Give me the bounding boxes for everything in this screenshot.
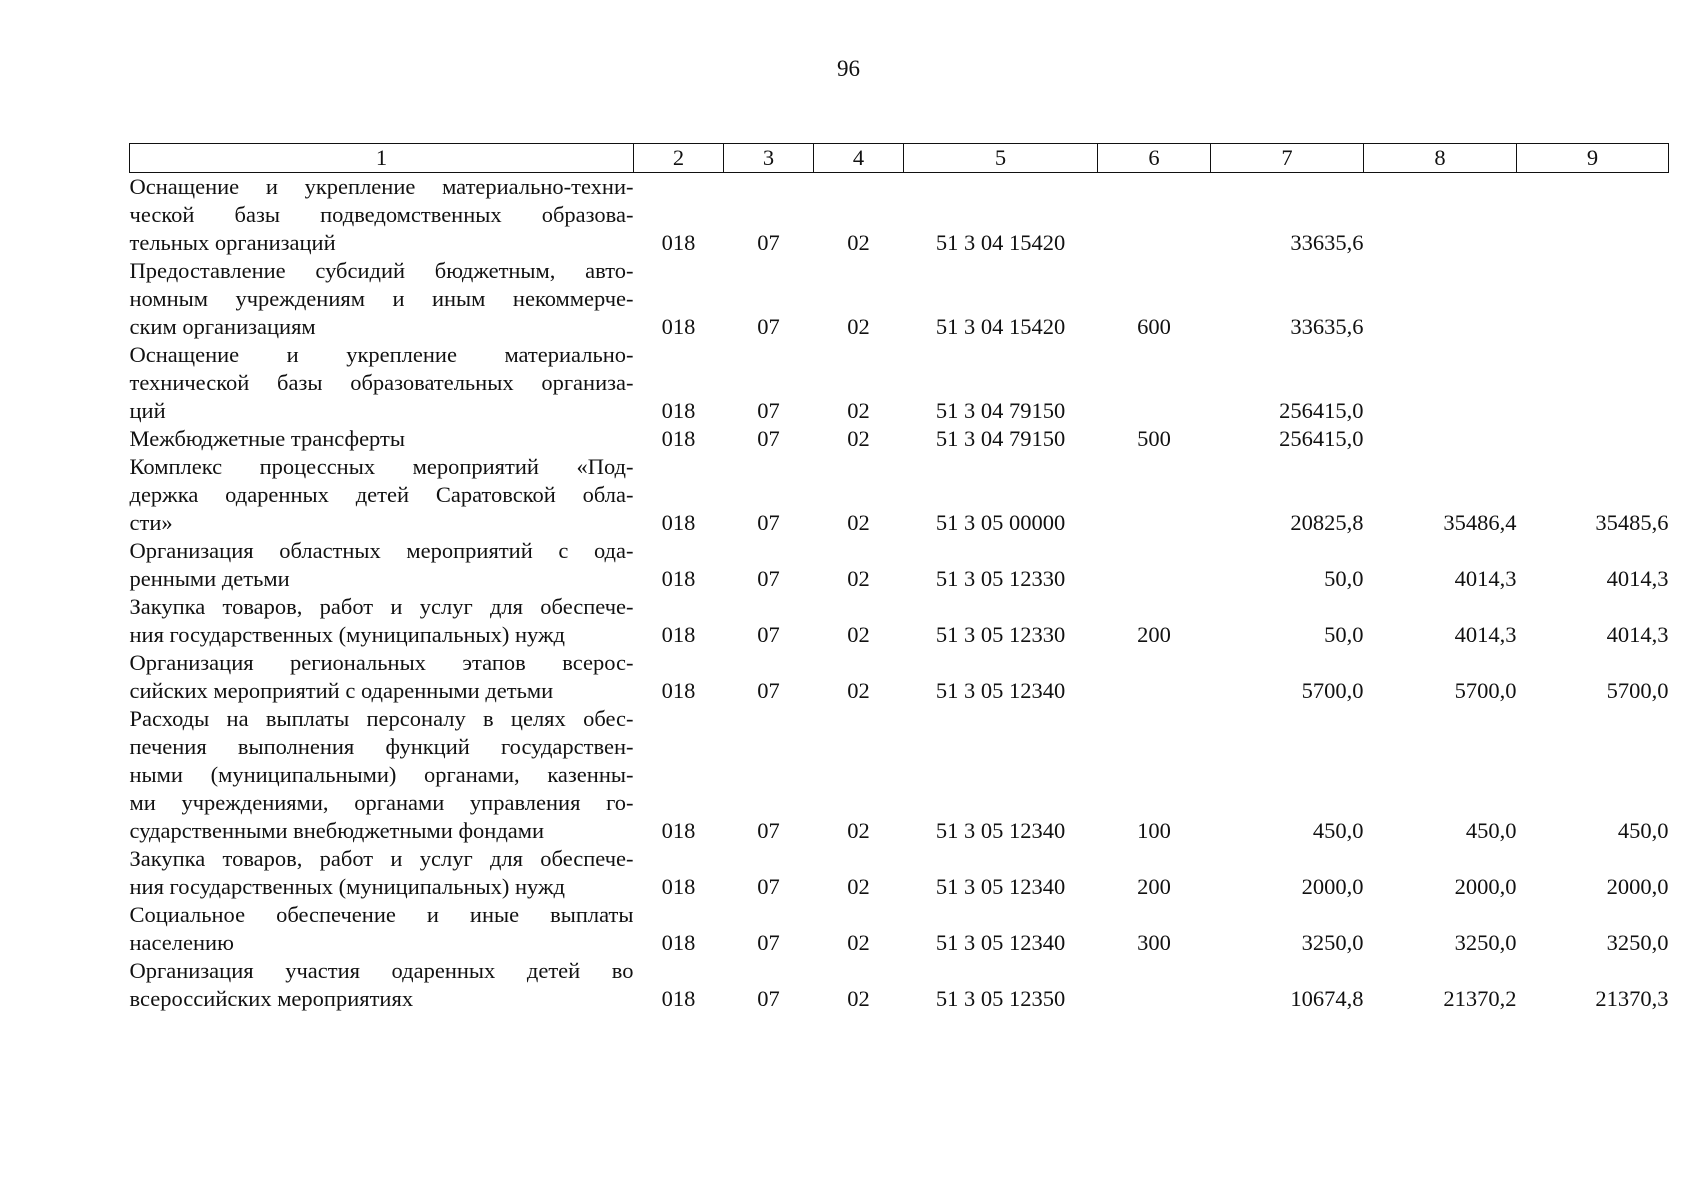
table-row <box>130 537 1669 593</box>
amount-col7-cell: 50,0 <box>1324 566 1364 591</box>
amount-col9-cell: 21370,3 <box>1595 986 1669 1011</box>
amount-col9-cell: 4014,3 <box>1606 566 1669 591</box>
subsection-code-cell: 02 <box>847 398 870 423</box>
amount-col8-cell: 450,0 <box>1465 818 1517 843</box>
amount-col7-cell: 33635,6 <box>1290 230 1364 255</box>
amount-col7-cell: 450,0 <box>1312 818 1364 843</box>
ministry-code-cell: 018 <box>661 314 696 339</box>
item-name-cell <box>130 453 634 537</box>
expense-type-cell <box>1098 649 1211 705</box>
amount-col8-cell <box>1364 173 1517 258</box>
amount-col9-cell: 4014,3 <box>1606 622 1669 647</box>
amount-col7-cell: 2000,0 <box>1301 874 1364 899</box>
item-name-line: Социальное обеспечение и иные выплаты <box>129 902 634 927</box>
item-name-line: Закупка товаров, работ и услуг для обеспече- <box>129 594 634 619</box>
amount-col9-cell <box>1517 173 1669 258</box>
ministry-code-cell: 018 <box>661 818 696 843</box>
amount-col9-cell: 450,0 <box>1617 818 1669 843</box>
amount-col7-cell: 256415,0 <box>1279 426 1364 451</box>
section-code-cell: 07 <box>757 230 780 255</box>
table-header <box>130 144 1669 173</box>
subsection-code-cell: 02 <box>847 678 870 703</box>
amount-col9-cell: 3250,0 <box>1606 930 1669 955</box>
item-name-line: Закупка товаров, работ и услуг для обеспече- <box>129 846 634 871</box>
amount-col9-cell: 2000,0 <box>1606 874 1669 899</box>
target-article-cell: 51 3 05 12340 <box>935 678 1066 703</box>
expense-type-cell: 600 <box>1137 314 1171 339</box>
item-name-cell <box>130 649 634 705</box>
section-code-cell: 07 <box>757 314 780 339</box>
column-header: 8 <box>1364 144 1517 173</box>
amount-col8-cell: 5700,0 <box>1454 678 1517 703</box>
table-row <box>130 957 1669 1013</box>
ministry-code-cell: 018 <box>661 510 696 535</box>
item-name-line: печения выполнения функций государствен- <box>129 734 634 759</box>
table-row <box>130 593 1669 649</box>
subsection-code-cell: 02 <box>847 818 870 843</box>
item-name-cell <box>130 705 634 845</box>
ministry-code-cell: 018 <box>661 622 696 647</box>
item-name-line: Организация областных мероприятий с ода- <box>129 538 634 563</box>
table-row <box>130 425 1669 453</box>
ministry-code-cell: 018 <box>661 874 696 899</box>
item-name-cell <box>130 537 634 593</box>
item-name-line: Расходы на выплаты персоналу в целях обес- <box>129 706 634 731</box>
amount-col7-cell: 50,0 <box>1324 622 1364 647</box>
item-name-line: Оснащение и укрепление материально-техни- <box>129 174 634 199</box>
item-name-line: ским организациям <box>129 314 316 339</box>
amount-col8-cell: 3250,0 <box>1454 930 1517 955</box>
table-row <box>130 845 1669 901</box>
subsection-code-cell: 02 <box>847 230 870 255</box>
amount-col8-cell: 2000,0 <box>1454 874 1517 899</box>
amount-col8-cell <box>1364 257 1517 341</box>
table-body <box>130 173 1669 1014</box>
ministry-code-cell: 018 <box>661 566 696 591</box>
section-code-cell: 07 <box>757 398 780 423</box>
subsection-code-cell: 02 <box>847 874 870 899</box>
amount-col8-cell: 35486,4 <box>1443 510 1517 535</box>
amount-col7-cell: 20825,8 <box>1290 510 1364 535</box>
page-number: 96 <box>837 56 860 81</box>
item-name-cell <box>130 257 634 341</box>
column-header: 2 <box>634 144 724 173</box>
item-name-cell <box>130 173 634 258</box>
target-article-cell: 51 3 05 12330 <box>935 566 1066 591</box>
ministry-code-cell: 018 <box>661 986 696 1011</box>
target-article-cell: 51 3 05 12340 <box>935 818 1066 843</box>
ministry-code-cell: 018 <box>661 230 696 255</box>
item-name-cell <box>130 901 634 957</box>
item-name-line: сударственными внебюджетными фондами <box>129 818 545 843</box>
section-code-cell: 07 <box>757 818 780 843</box>
expense-type-cell: 500 <box>1137 426 1171 451</box>
amount-col7-cell: 10674,8 <box>1290 986 1364 1011</box>
subsection-code-cell: 02 <box>847 426 870 451</box>
column-header: 4 <box>814 144 904 173</box>
item-name-line: ния государственных (муниципальных) нужд <box>129 622 565 647</box>
column-header: 5 <box>904 144 1098 173</box>
target-article-cell: 51 3 05 12350 <box>935 986 1066 1011</box>
item-name-cell <box>130 425 634 453</box>
expense-type-cell <box>1098 173 1211 258</box>
subsection-code-cell: 02 <box>847 930 870 955</box>
amount-col9-cell <box>1517 425 1669 453</box>
target-article-cell: 51 3 04 79150 <box>935 426 1066 451</box>
expense-type-cell <box>1098 957 1211 1013</box>
amount-col9-cell: 5700,0 <box>1606 678 1669 703</box>
table-row <box>130 257 1669 341</box>
item-name-line: тельных организаций <box>129 230 336 255</box>
item-name-line: номным учреждениям и иным некоммерче- <box>129 286 634 311</box>
item-name-line: всероссийских мероприятиях <box>129 986 414 1011</box>
item-name-line: Комплекс процессных мероприятий «Под- <box>129 454 634 479</box>
expense-type-cell <box>1098 341 1211 425</box>
item-name-cell <box>130 957 634 1013</box>
ministry-code-cell: 018 <box>661 930 696 955</box>
target-article-cell: 51 3 05 12330 <box>935 622 1066 647</box>
target-article-cell: 51 3 04 15420 <box>935 230 1066 255</box>
target-article-cell: 51 3 04 79150 <box>935 398 1066 423</box>
amount-col8-cell: 4014,3 <box>1454 566 1517 591</box>
column-header: 3 <box>724 144 814 173</box>
item-name-line: сийских мероприятий с одаренными детьми <box>129 678 554 703</box>
column-header: 7 <box>1211 144 1364 173</box>
section-code-cell: 07 <box>757 678 780 703</box>
column-header: 9 <box>1517 144 1669 173</box>
target-article-cell: 51 3 04 15420 <box>935 314 1066 339</box>
expense-type-cell <box>1098 537 1211 593</box>
amount-col7-cell: 5700,0 <box>1301 678 1364 703</box>
ministry-code-cell: 018 <box>661 398 696 423</box>
table-row <box>130 341 1669 425</box>
expense-type-cell: 200 <box>1137 622 1171 647</box>
expense-type-cell: 100 <box>1137 818 1171 843</box>
subsection-code-cell: 02 <box>847 510 870 535</box>
section-code-cell: 07 <box>757 874 780 899</box>
section-code-cell: 07 <box>757 566 780 591</box>
section-code-cell: 07 <box>757 510 780 535</box>
item-name-cell <box>130 341 634 425</box>
amount-col7-cell: 256415,0 <box>1279 398 1364 423</box>
item-name-line: населению <box>129 930 234 955</box>
column-header: 6 <box>1098 144 1211 173</box>
amount-col9-cell <box>1517 341 1669 425</box>
table-row <box>130 705 1669 845</box>
subsection-code-cell: 02 <box>847 566 870 591</box>
expense-type-cell <box>1098 453 1211 537</box>
item-name-line: сти» <box>129 510 173 535</box>
item-name-line: технической базы образовательных организа- <box>129 370 634 395</box>
table-row <box>130 901 1669 957</box>
item-name-line: ми учреждениями, органами управления го- <box>129 790 634 815</box>
item-name-line: Организация региональных этапов всерос- <box>129 650 634 675</box>
item-name-line: Межбюджетные трансферты <box>129 426 405 451</box>
table-row <box>130 173 1669 258</box>
amount-col9-cell: 35485,6 <box>1595 510 1669 535</box>
ministry-code-cell: 018 <box>661 678 696 703</box>
item-name-line: ций <box>129 398 166 423</box>
expense-type-cell: 300 <box>1137 930 1171 955</box>
amount-col8-cell: 21370,2 <box>1443 986 1517 1011</box>
subsection-code-cell: 02 <box>847 314 870 339</box>
amount-col7-cell: 3250,0 <box>1301 930 1364 955</box>
amount-col8-cell: 4014,3 <box>1454 622 1517 647</box>
item-name-line: Оснащение и укрепление материально- <box>129 342 634 367</box>
subsection-code-cell: 02 <box>847 986 870 1011</box>
section-code-cell: 07 <box>757 622 780 647</box>
header-row <box>130 144 1669 173</box>
item-name-line: ренными детьми <box>129 566 290 591</box>
item-name-cell <box>130 845 634 901</box>
item-name-line: Организация участия одаренных детей во <box>129 958 634 983</box>
table-row <box>130 649 1669 705</box>
target-article-cell: 51 3 05 12340 <box>935 930 1066 955</box>
subsection-code-cell: 02 <box>847 622 870 647</box>
section-code-cell: 07 <box>757 426 780 451</box>
item-name-line: держка одаренных детей Саратовской обла- <box>129 482 634 507</box>
ministry-code-cell: 018 <box>661 426 696 451</box>
item-name-line: Предоставление субсидий бюджетным, авто- <box>129 258 634 283</box>
amount-col9-cell <box>1517 257 1669 341</box>
item-name-line: ческой базы подведомственных образова- <box>129 202 634 227</box>
amount-col8-cell <box>1364 425 1517 453</box>
section-code-cell: 07 <box>757 930 780 955</box>
target-article-cell: 51 3 05 12340 <box>935 874 1066 899</box>
item-name-line: ными (муниципальными) органами, казенны- <box>129 762 634 787</box>
target-article-cell: 51 3 05 00000 <box>935 510 1066 535</box>
item-name-cell <box>130 593 634 649</box>
amount-col7-cell: 33635,6 <box>1290 314 1364 339</box>
section-code-cell: 07 <box>757 986 780 1011</box>
amount-col8-cell <box>1364 341 1517 425</box>
expense-type-cell: 200 <box>1137 874 1171 899</box>
column-header: 1 <box>130 144 634 173</box>
item-name-line: ния государственных (муниципальных) нужд <box>129 874 565 899</box>
budget-table <box>129 143 1669 1013</box>
table-row <box>130 453 1669 537</box>
